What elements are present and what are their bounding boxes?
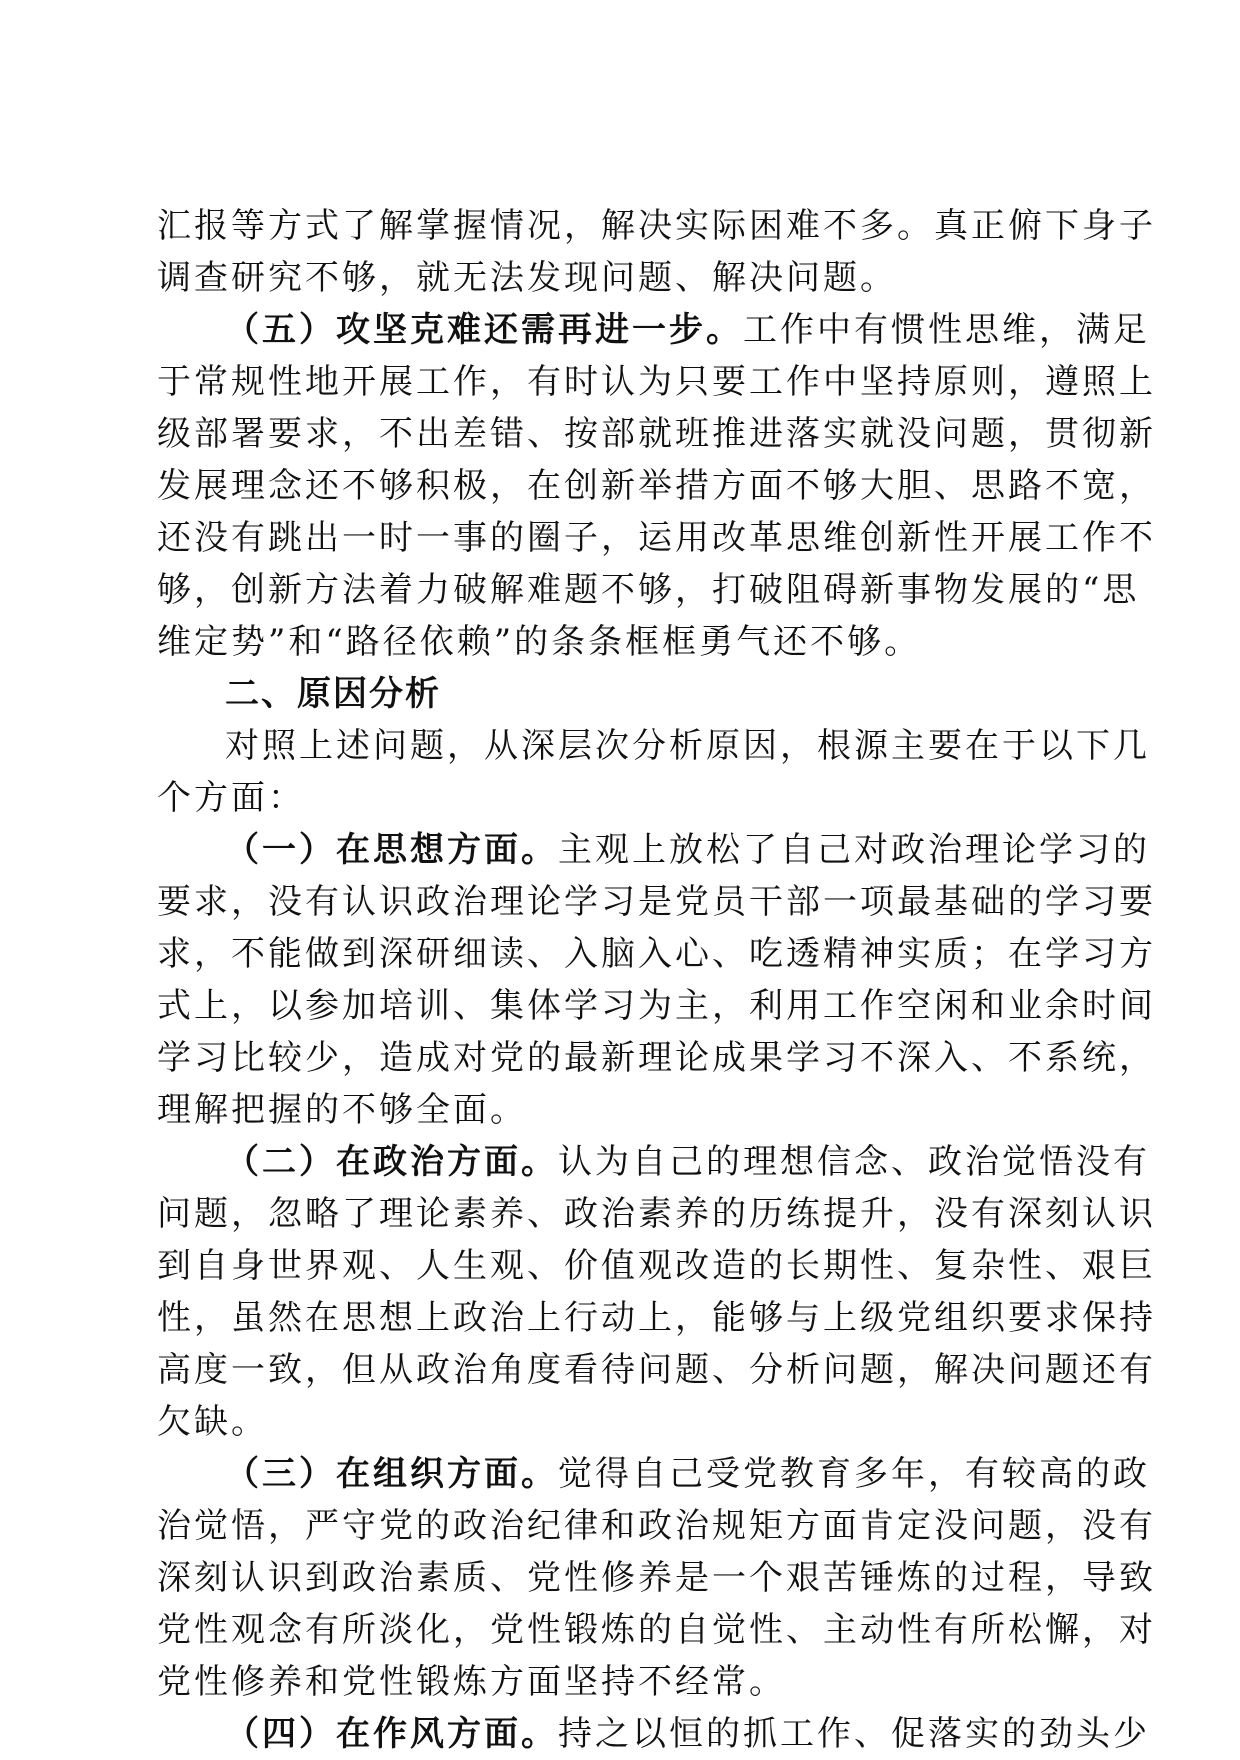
section-heading-text: 二、原因分析 xyxy=(225,674,441,714)
text-line: 理解把握的不够全面。 xyxy=(157,1090,527,1130)
text-line: 汇报等方式了解掌握情况，解决实际困难不多。真正俯下身子 xyxy=(157,206,1156,246)
paragraph-five xyxy=(157,304,1156,668)
text-line: 还没有跳出一时一事的圈子，运用改革思维创新性开展工作不 xyxy=(157,518,1156,558)
paragraph-intro xyxy=(157,720,1150,824)
text-line: 调查研究不够，就无法发现问题、解决问题。 xyxy=(157,258,897,298)
text-line: 对照上述问题，从深层次分析原因，根源主要在于以下几 xyxy=(225,726,1150,766)
text-line-first xyxy=(157,824,1150,876)
text-line: 高度一致，但从政治角度看待问题、分析问题，解决问题还有 xyxy=(157,1350,1156,1390)
text-line: 到自身世界观、人生观、价值观改造的长期性、复杂性、艰巨 xyxy=(157,1246,1156,1286)
document-body xyxy=(157,200,1156,1760)
text-line: 够，创新方法着力破解难题不够，打破阻碍新事物发展的“思 xyxy=(157,570,1140,610)
subsection-organization xyxy=(157,1448,1156,1708)
text-segment: 持之以恒的抓工作、促落实的劲头少 xyxy=(558,1714,1150,1754)
text-line-first xyxy=(157,1136,1150,1188)
subsection-lead: （三）在组织方面。 xyxy=(225,1454,558,1494)
text-line: 要求，没有认识政治理论学习是党员干部一项最基础的学习要 xyxy=(157,882,1156,922)
text-line: 深刻认识到政治素质、党性修养是一个艰苦锤炼的过程，导致 xyxy=(157,1558,1156,1598)
text-line: 问题，忽略了理论素养、政治素养的历练提升，没有深刻认识 xyxy=(157,1194,1156,1234)
text-line: 学习比较少，造成对党的最新理论成果学习不深入、不系统， xyxy=(157,1038,1156,1078)
subsection-lead: （一）在思想方面。 xyxy=(225,830,558,870)
text-line-first xyxy=(157,1448,1150,1500)
text-line: 欠缺。 xyxy=(157,1402,268,1442)
paragraph-continued xyxy=(157,200,1156,304)
text-line: 求，不能做到深研细读、入脑入心、吃透精神实质；在学习方 xyxy=(157,934,1156,974)
text-line: 级部署要求，不出差错、按部就班推进落实就没问题，贯彻新 xyxy=(157,414,1156,454)
subsection-style xyxy=(157,1708,1150,1760)
text-line: 治觉悟，严守党的政治纪律和政治规矩方面肯定没问题，没有 xyxy=(157,1506,1156,1546)
text-line-first xyxy=(157,304,1150,356)
text-line: 性，虽然在思想上政治上行动上，能够与上级党组织要求保持 xyxy=(157,1298,1156,1338)
text-line-first xyxy=(157,1708,1150,1760)
paragraph-lead: （五）攻坚克难还需再进一步。 xyxy=(225,310,743,350)
section-heading xyxy=(157,668,1075,720)
text-segment: 工作中有惯性思维，满足 xyxy=(743,310,1150,350)
subsection-ideology xyxy=(157,824,1156,1136)
text-line: 于常规性地开展工作，有时认为只要工作中坚持原则，遵照上 xyxy=(157,362,1156,402)
text-segment: 认为自己的理想信念、政治觉悟没有 xyxy=(558,1142,1150,1182)
text-line: 式上，以参加培训、集体学习为主，利用工作空闲和业余时间 xyxy=(157,986,1156,1026)
text-segment: 主观上放松了自己对政治理论学习的 xyxy=(558,830,1150,870)
text-line: 党性观念有所淡化，党性锻炼的自觉性、主动性有所松懈，对 xyxy=(157,1610,1156,1650)
text-line: 发展理念还不够积极，在创新举措方面不够大胆、思路不宽， xyxy=(157,466,1156,506)
text-line: 个方面： xyxy=(157,778,305,818)
text-line: 维定势”和“路径依赖”的条条框框勇气还不够。 xyxy=(157,622,922,662)
subsection-lead: （四）在作风方面。 xyxy=(225,1714,558,1754)
text-segment: 觉得自己受党教育多年，有较高的政 xyxy=(558,1454,1150,1494)
subsection-politics xyxy=(157,1136,1156,1448)
text-line: 党性修养和党性锻炼方面坚持不经常。 xyxy=(157,1662,786,1702)
subsection-lead: （二）在政治方面。 xyxy=(225,1142,558,1182)
